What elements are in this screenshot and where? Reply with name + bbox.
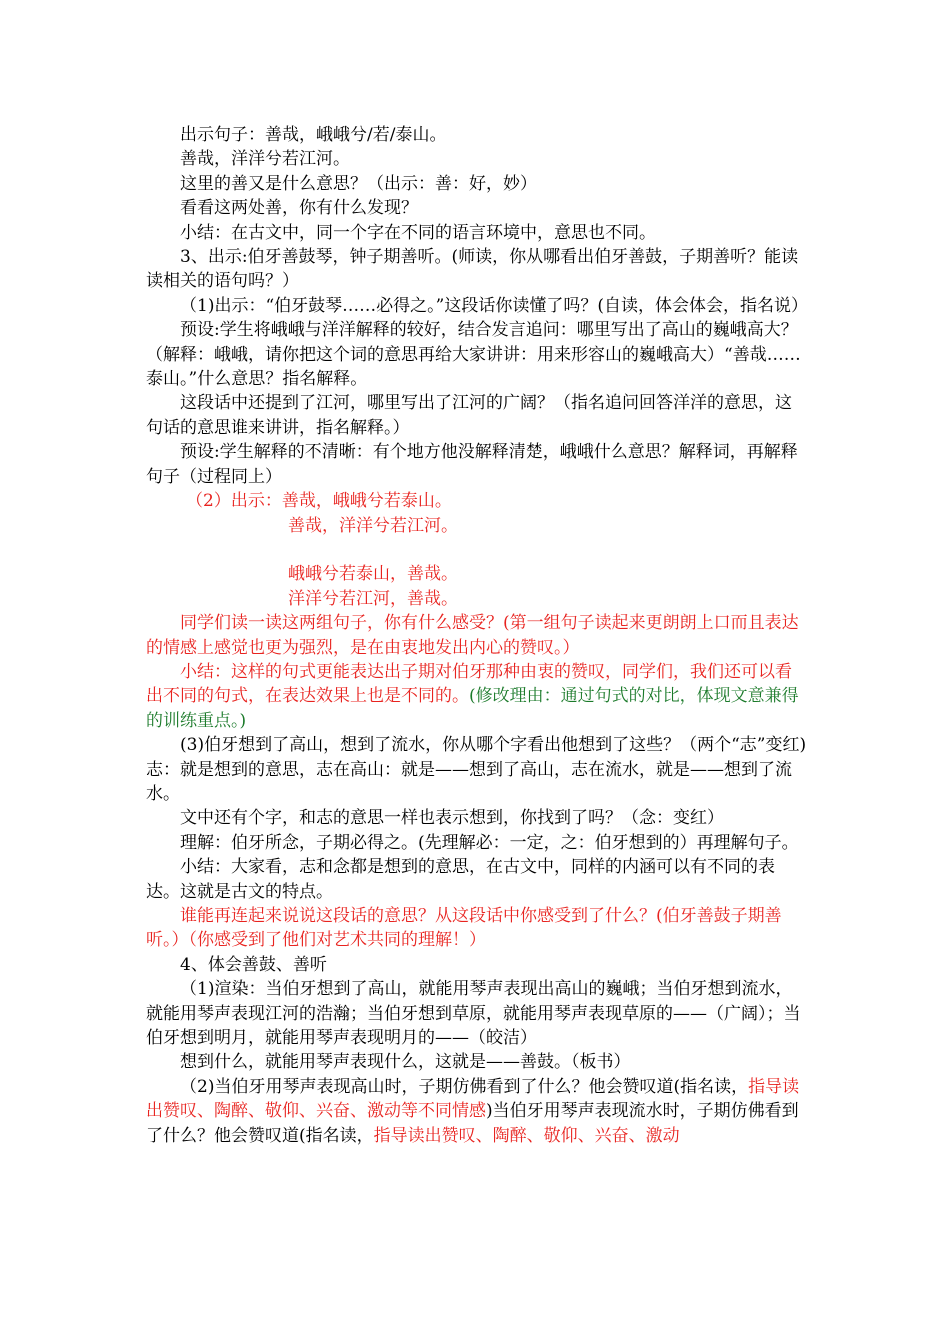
paragraph-render: （1)渲染：当伯牙想到了高山，就能用琴声表现出高山的巍峨；当伯牙想到流水，就能用琴声表现江河的浩瀚；当伯牙想到草原，就能用琴声表现草原的——（广阔）；当伯牙想到明月，就能用琴声表现明月的——（皎洁） [146,979,801,1049]
step-2-sentence-2: 善哉，洋洋兮若江河。 [288,515,458,536]
document-page [146,123,808,1148]
paragraph-summary-1: 小结：在古文中，同一个字在不同的语言环境中，意思也不同。 [180,222,656,243]
paragraph-river: 这段话中还提到了江河，哪里写出了江河的广阔？（指名追问回答洋洋的意思，这句话的意思谁来讲讲，指名解释。） [146,393,792,438]
revision-note: (修改理由：通过句式的对比，体现文意兼得的训练重点。) [146,686,799,731]
step-2-sentence-1: 善哉，峨峨兮若泰山。 [281,491,452,512]
paragraph-preset-2: 预设:学生解释的不清晰：有个地方他没解释清楚，峨峨什么意思？解释词，再解释句子（过程同上） [146,442,798,487]
step-4-2-part-d: 指导读出赞叹、陶醉、敬仰、兴奋、激动 [373,1125,680,1146]
step-4-2-part-c: )当伯牙用琴声表现流水时，子期仿佛看到了什么？他会赞叹道(指名读， [146,1101,799,1146]
step-4-2-part-b: 指导读出赞叹、陶醉、敬仰、兴奋、激动等不同情感 [146,1076,800,1122]
paragraph-question-discovery: 看看这两处善，你有什么发现？ [180,198,418,219]
paragraph-show-sentence-1: 出示句子：善哉，峨峨兮/若/泰山。 [180,125,447,145]
paragraph-step-2 [146,489,808,513]
blank-line [146,538,808,562]
paragraph-connect: 谁能再连起来说说这段话的意思？从这段话中你感受到了什么？(伯牙善鼓子期善听。）（你感受到了他们对艺术共同的理解！） [146,905,782,951]
paragraph-section-3: 3、出示:伯牙善鼓琴，钟子期善听。(师读，你从哪看出伯牙善鼓，子期善听？能读读相关的语句吗？） [146,247,799,292]
paragraph-step-3: (3)伯牙想到了高山，想到了流水，你从哪个字看出他想到了这些？（两个“志”变红)志：就是想到的意思，志在高山：就是——想到了高山，志在流水，就是——想到了流水。 [146,735,807,804]
step-4-2-part-a: （2)当伯牙用琴声表现高山时，子期仿佛看到了什么？他会赞叹道(指名读， [180,1076,749,1097]
paragraph-summary-3: 小结：大家看，志和念都是想到的意思，在古文中，同样的内涵可以有不同的表达。这就是古文的特点。 [146,857,775,902]
paragraph-preset-1: 预设:学生将峨峨与洋洋解释的较好，结合发言追问：哪里写出了高山的巍峨高大？（解释：峨峨，请你把这个词的意思再给大家讲讲：用来形容山的巍峨高大）“善哉……泰山。”什么意思？指名解释。 [146,320,801,390]
step-2-label: （2）出示： [186,491,282,512]
paragraph-section-4: 4、体会善鼓、善听 [180,954,327,975]
step-2-sentence-4: 洋洋兮若江河，善哉。 [288,588,458,609]
paragraph-step-4-2 [146,1075,808,1148]
paragraph-nian: 文中还有个字，和志的意思一样也表示想到，你找到了吗？（念：变红） [180,808,724,829]
paragraph-read-compare: 同学们读一读这两组句子，你有什么感受？(第一组句子读起来更朗朗上口而且表达的情感上感觉也更为强烈，是在由衷地发出内心的赞叹。） [146,613,799,658]
paragraph-show-sentence-2: 善哉，洋洋兮若江河。 [180,149,350,170]
step-2-sentence-3: 峨峨兮若泰山，善哉。 [288,564,458,585]
paragraph-shangu: 想到什么，就能用琴声表现什么，这就是——善鼓。（板书） [180,1052,631,1073]
paragraph-step-1: （1)出示：“伯牙鼓琴……必得之。”这段话你读懂了吗？(自读，体会体会，指名说） [180,295,808,316]
paragraph-understand: 理解：伯牙所念，子期必得之。(先理解必：一定，之：伯牙想到的）再理解句子。 [180,832,799,853]
summary-2-text: 小结：这样的句式更能表达出子期对伯牙那种由衷的赞叹，同学们，我们还可以看出不同的句式，在表达效果上也是不同的。 [146,661,792,707]
paragraph-question-meaning: 这里的善又是什么意思？（出示：善：好，妙） [180,173,537,194]
paragraph-summary-2 [146,660,808,733]
